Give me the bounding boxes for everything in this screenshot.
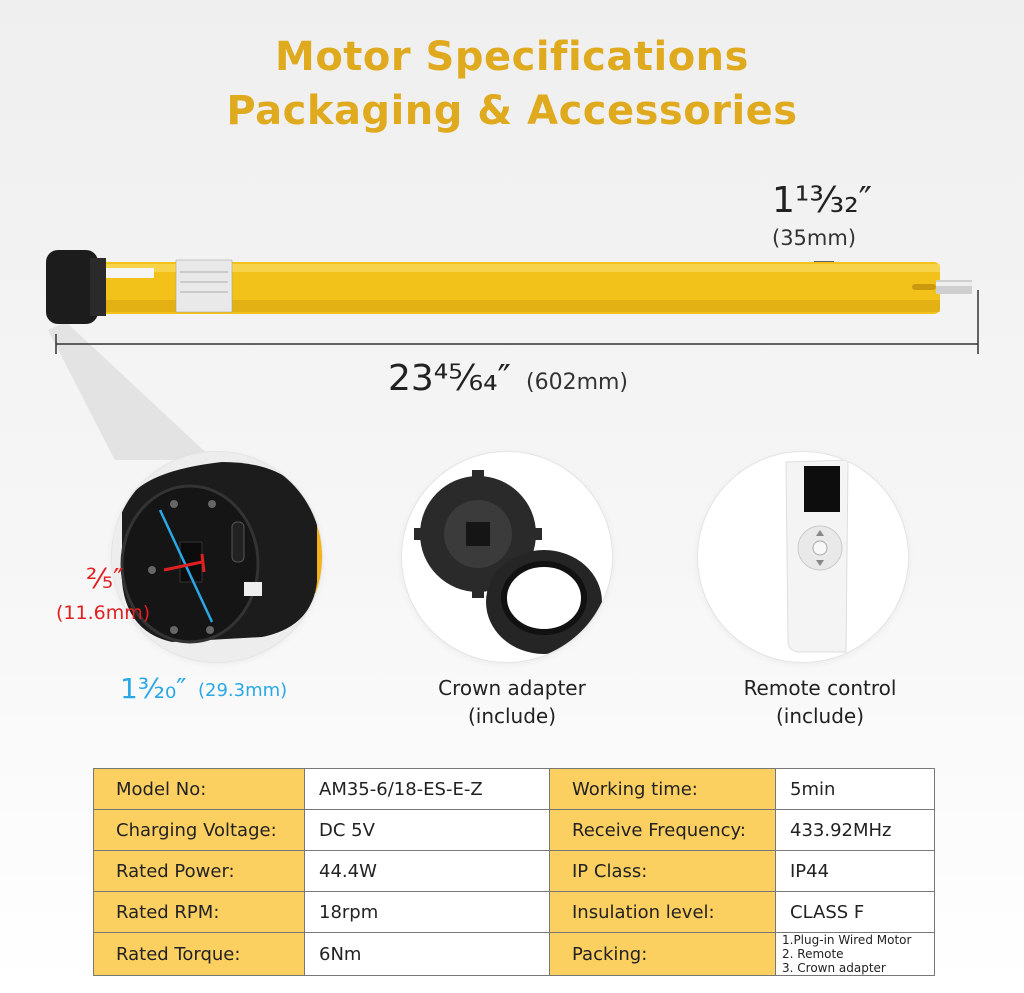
diameter-mm: (35mm)	[772, 226, 857, 250]
spec-value: 433.92MHz	[776, 810, 935, 851]
crown-adapter-image	[402, 452, 612, 662]
packing-list	[776, 933, 935, 976]
packing-item: 3. Crown adapter	[782, 961, 886, 975]
spec-value: IP44	[776, 851, 935, 892]
spec-value: CLASS F	[776, 892, 935, 933]
spec-label: Receive Frequency:	[550, 810, 776, 851]
zoom-cone	[48, 322, 214, 460]
motor-tube-illustration	[0, 0, 1024, 460]
table-row	[94, 851, 935, 892]
remote-control-note: (include)	[775, 704, 865, 728]
spec-value: 18rpm	[305, 892, 550, 933]
remote-control-icon	[698, 452, 908, 662]
packing-item: 2. Remote	[782, 947, 844, 961]
table-row	[94, 810, 935, 851]
spec-value: 5min	[776, 769, 935, 810]
spec-label: Insulation level:	[550, 892, 776, 933]
remote-control-name: Remote control	[743, 676, 897, 700]
crown-adapter-caption	[392, 674, 632, 730]
motor-label-spec	[176, 260, 232, 312]
spec-value: 44.4W	[305, 851, 550, 892]
spec-label: Working time:	[550, 769, 776, 810]
spec-label: Rated Power:	[94, 851, 305, 892]
crown-adapter-icon	[402, 452, 612, 662]
length-fraction: 23⁴⁵⁄₆₄″	[388, 358, 511, 399]
page-title: Motor Specifications	[275, 34, 749, 80]
spec-label: Rated RPM:	[94, 892, 305, 933]
shaft-width-fraction: ²⁄₅″	[86, 562, 124, 595]
spec-label: IP Class:	[550, 851, 776, 892]
crown-adapter-note: (include)	[467, 704, 557, 728]
spec-table	[93, 768, 935, 976]
spec-value: AM35-6/18-ES-E-Z	[305, 769, 550, 810]
spec-value: DC 5V	[305, 810, 550, 851]
spec-label: Packing:	[550, 933, 776, 976]
spec-value: 6Nm	[305, 933, 550, 976]
motor-head-closeup	[112, 452, 322, 662]
spec-label: Rated Torque:	[94, 933, 305, 976]
length-mm: (602mm)	[526, 370, 629, 395]
head-width-mm: (29.3mm)	[198, 680, 288, 701]
table-row	[94, 769, 935, 810]
shaft-width-mm: (11.6mm)	[56, 602, 151, 624]
motor-label-barcode	[106, 268, 154, 278]
remote-control-image	[698, 452, 908, 662]
diameter-fraction: 1¹³⁄₃₂″	[772, 180, 873, 221]
remote-control-caption	[700, 674, 940, 730]
spec-label: Model No:	[94, 769, 305, 810]
spec-label: Charging Voltage:	[94, 810, 305, 851]
crown-adapter-name: Crown adapter	[438, 676, 586, 700]
head-width-fraction: 1³⁄₂₀″	[120, 672, 187, 705]
packing-item: 1.Plug-in Wired Motor	[782, 933, 912, 947]
page-subtitle: Packaging & Accessories	[226, 88, 798, 134]
motor-head-closeup-icon	[112, 452, 322, 662]
table-row	[94, 933, 935, 976]
table-row	[94, 892, 935, 933]
